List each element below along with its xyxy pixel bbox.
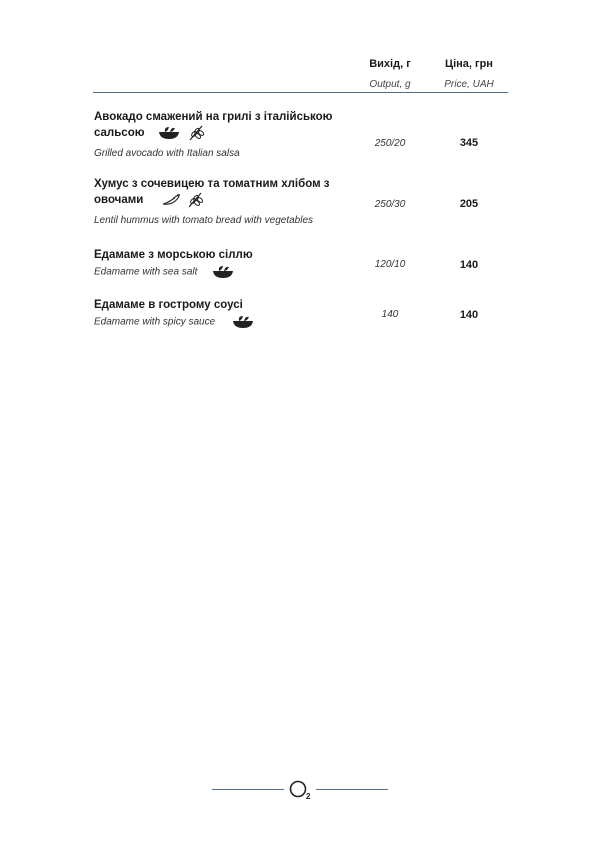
item-name-ua: Хумус з сочевицею та томатним хлібом з овочами [94, 178, 330, 207]
item-name-en: Edamame with spicy sauce [94, 315, 514, 329]
item-output: 250/20 [374, 138, 406, 149]
item-name-ua: Авокадо смажений на грилі з італійською сальсою [94, 111, 333, 140]
item-output: 250/30 [374, 199, 406, 210]
menu-item [94, 110, 514, 160]
price-header-en: Price, UAH [444, 79, 494, 90]
item-name-en: Grilled avocado with Italian salsa [94, 148, 240, 160]
item-name-en: Lentil hummus with tomato bread with vegetables [94, 215, 314, 227]
item-price: 140 [459, 259, 479, 271]
wheat-icon [187, 192, 203, 208]
vegan-bowl-icon [212, 265, 234, 279]
output-column-header [352, 58, 428, 90]
footer-line-right [316, 789, 388, 790]
header-divider [93, 92, 508, 93]
item-price: 345 [459, 137, 479, 149]
item-output: 120/10 [374, 259, 406, 270]
price-header-ua: Ціна, грн [445, 58, 493, 70]
footer-line-left [212, 789, 284, 790]
vegan-bowl-icon [158, 126, 180, 140]
output-header-en: Output, g [369, 79, 411, 90]
item-name-ua: Едамаме з морською сіллю [94, 249, 253, 261]
o2-logo [287, 779, 315, 801]
price-column-header [432, 58, 506, 90]
output-header-ua: Вихід, г [369, 58, 411, 70]
item-name-ua: Едамаме в гострому соусі [94, 299, 243, 311]
chili-pepper-icon [161, 194, 181, 206]
item-price: 140 [459, 309, 479, 321]
menu-item [94, 248, 514, 279]
svg-text:2: 2 [306, 792, 311, 801]
item-price: 205 [459, 198, 479, 210]
item-output: 140 [381, 309, 399, 320]
menu-item [94, 298, 514, 329]
vegan-bowl-icon [232, 315, 254, 329]
menu-item [94, 177, 514, 227]
item-name-en: Edamame with sea salt [94, 265, 514, 279]
wheat-icon [188, 125, 204, 141]
